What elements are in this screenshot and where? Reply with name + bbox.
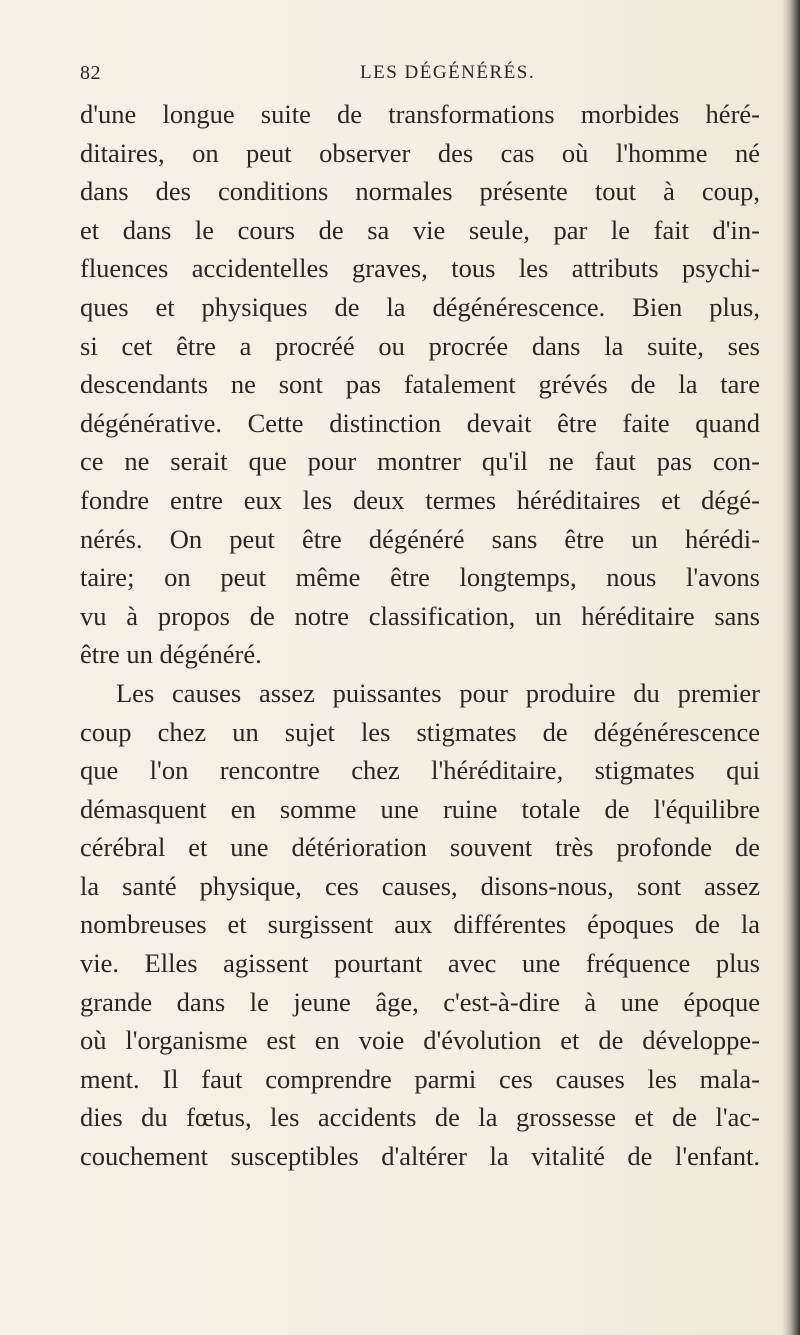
paragraph-start-line: Les causes assez puissantes pour produire du premier [116, 677, 760, 708]
text-line: démasquent en somme une ruine totale de l'équilibre [80, 793, 760, 824]
body-text [80, 95, 760, 1176]
text-line: vu à propos de notre classification, un héréditaire sans [80, 600, 760, 631]
text-line: coup chez un sujet les stigmates de dégénérescence [80, 716, 760, 747]
paragraph-end-line: être un dégénéré. [80, 639, 262, 670]
text-line: couchement susceptibles d'altérer la vitalité de l'enfant. [80, 1141, 760, 1172]
running-title: LES DÉGÉNÉRÉS. [360, 62, 536, 83]
text-line: que l'on rencontre chez l'héréditaire, stigmates qui [80, 755, 760, 786]
text-line: d'une longue suite de transformations morbides héré- [80, 99, 760, 129]
text-line: dies du fœtus, les accidents de la grossesse et de l'ac- [80, 1102, 760, 1133]
text-line: nombreuses et surgissent aux différentes époques de la [80, 909, 760, 940]
page-edge-shadow [782, 0, 800, 1335]
text-line: descendants ne sont pas fatalement grévés de la tare [80, 369, 760, 400]
page-number: 82 [80, 62, 101, 84]
text-line: si cet être a procréé ou procrée dans la suite, ses [80, 330, 760, 361]
text-line: grande dans le jeune âge, c'est-à-dire à une époque [80, 986, 760, 1017]
text-line: ce ne serait que pour montrer qu'il ne faut pas con- [80, 446, 760, 477]
text-line: taire; on peut même être longtemps, nous l'avons [80, 562, 760, 593]
text-line: vie. Elles agissent pourtant avec une fréquence plus [80, 948, 760, 979]
text-line: nérés. On peut être dégénéré sans être un hérédi- [80, 523, 760, 554]
text-line: dégénérative. Cette distinction devait être faite quand [80, 407, 760, 438]
page-header [80, 62, 760, 92]
text-line: ques et physiques de la dégénérescence. Bien plus, [80, 291, 760, 322]
text-line: ment. Il faut comprendre parmi ces causes les mala- [80, 1063, 760, 1094]
text-line: dans des conditions normales présente tout à coup, [80, 176, 760, 207]
text-line: fluences accidentelles graves, tous les attributs psychi- [80, 253, 760, 284]
text-line: et dans le cours de sa vie seule, par le fait d'in- [80, 214, 760, 245]
text-line: cérébral et une détérioration souvent très profonde de [80, 832, 760, 863]
text-line: ditaires, on peut observer des cas où l'homme né [80, 137, 760, 168]
text-line: fondre entre eux les deux termes héréditaires et dégé- [80, 484, 760, 515]
text-line: la santé physique, ces causes, disons-nous, sont assez [80, 870, 760, 901]
text-line: où l'organisme est en voie d'évolution et de développe- [80, 1025, 760, 1056]
